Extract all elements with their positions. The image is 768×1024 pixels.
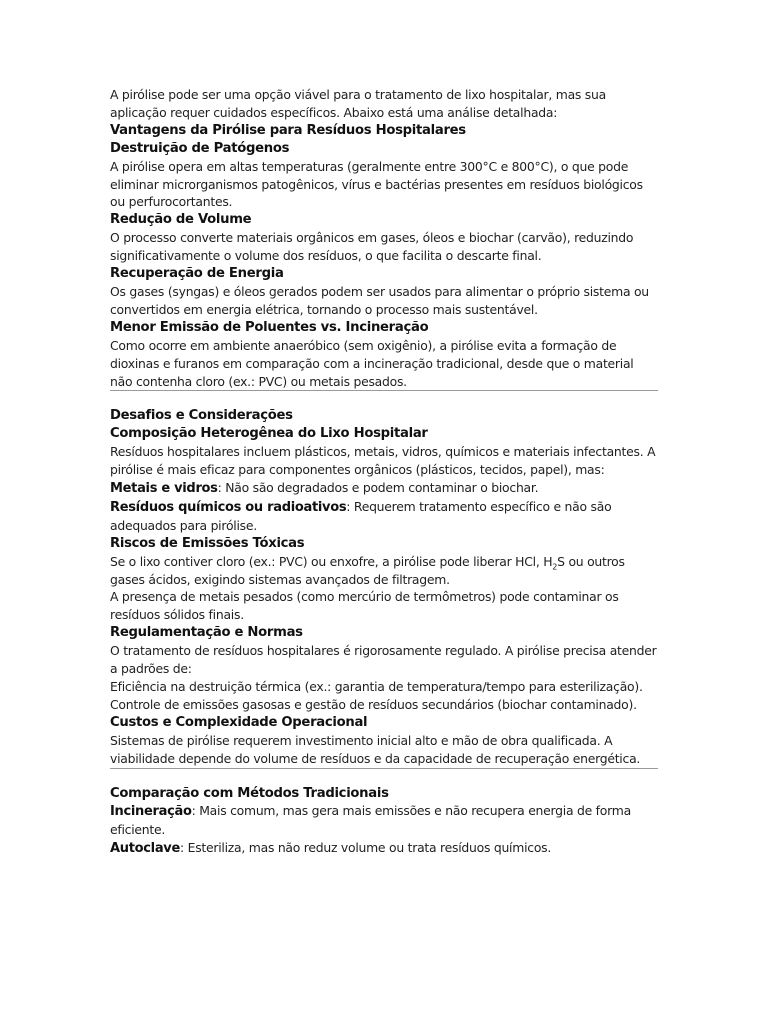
paragraph-thermal-efficiency: Eficiência na destruição térmica (ex.: garantia de temperatura/tempo para esterilização). <box>110 679 643 694</box>
document-body <box>110 86 658 858</box>
text-metals-glass: : Não são degradados e podem contaminar o biochar. <box>217 480 539 496</box>
label-autoclave: Autoclave <box>110 841 180 857</box>
paragraph-energy-recovery: Os gases (syngas) e óleos gerados podem ser usados para alimentar o próprio sistema ou convertidos em energia elétrica, tornando o processo mais sustentável. <box>110 283 649 317</box>
heading-pathogen-destruction: Destruição de Patógenos <box>110 140 290 156</box>
paragraph-costs: Sistemas de pirólise requerem investimento inicial alto e mão de obra qualificada. A viabilidade depende do volume de resíduos e da capacidade de recuperação energética. <box>110 732 641 766</box>
heading-costs: Custos e Complexidade Operacional <box>110 714 368 730</box>
label-incineration: Incineração <box>110 804 192 820</box>
section-title-challenges: Desafios e Considerações <box>110 408 293 424</box>
text-incineration: : Mais comum, mas gera mais emissões e não recupera energia de forma eficiente. <box>110 803 631 838</box>
paragraph-volume-reduction: O processo converte materiais orgânicos em gases, óleos e biochar (carvão), reduzindo significativamente o volume dos resíduos, o que facilita o descarte final. <box>110 230 634 264</box>
text-autoclave: : Esteriliza, mas não reduz volume ou trata resíduos químicos. <box>180 840 552 856</box>
heading-lower-emissions: Menor Emissão de Poluentes vs. Incineração <box>110 319 429 335</box>
paragraph-pathogen-destruction: A pirólise opera em altas temperaturas (geralmente entre 300°C e 800°C), o que pode eliminar microrganismos patogênicos, vírus e bactérias presentes em resíduos biológicos ou perfurocortantes. <box>110 158 643 210</box>
heading-regulation: Regulamentação e Normas <box>110 625 303 641</box>
text-toxic-emissions-a: Se o lixo contiver cloro (ex.: PVC) ou enxofre, a pirólise pode liberar HCl, H <box>110 553 553 569</box>
paragraph-lower-emissions: Como ocorre em ambiente anaeróbico (sem oxigênio), a pirólise evita a formação de dioxinas e furanos em comparação com a incineração tradicional, desde que o material não contenha cloro (ex.: PVC) ou metais pesados. <box>110 337 634 389</box>
label-chemical-waste: Resíduos químicos ou radioativos <box>110 499 347 515</box>
paragraph-metals-glass <box>110 479 658 498</box>
horizontal-divider <box>110 390 658 391</box>
paragraph-incineration <box>110 802 658 839</box>
heading-toxic-emissions: Riscos de Emissões Tóxicas <box>110 535 305 551</box>
text-toxic-emissions-b: S ou outros gases ácidos, exigindo sistemas avançados de filtragem. <box>110 553 625 587</box>
paragraph-regulation: O tratamento de resíduos hospitalares é rigorosamente regulado. A pirólise precisa atender a padrões de: <box>110 643 657 677</box>
section-title-advantages: Vantagens da Pirólise para Resíduos Hospitalares <box>110 122 466 138</box>
paragraph-toxic-emissions <box>110 553 658 589</box>
paragraph-heterogeneous-composition: Resíduos hospitalares incluem plásticos, metais, vidros, químicos e materiais infectantes. A pirólise é mais eficaz para componentes orgânicos (plásticos, tecidos, papel), mas: <box>110 444 656 478</box>
heading-volume-reduction: Redução de Volume <box>110 212 252 228</box>
paragraph-heavy-metals: A presença de metais pesados (como mercúrio de termômetros) pode contaminar os resíduos sólidos finais. <box>110 589 619 623</box>
horizontal-divider <box>110 768 658 769</box>
heading-energy-recovery: Recuperação de Energia <box>110 266 284 282</box>
paragraph-emission-control: Controle de emissões gasosas e gestão de resíduos secundários (biochar contaminado). <box>110 696 637 712</box>
text-chemical-waste: : Requerem tratamento específico e não são adequados para pirólise. <box>110 498 612 533</box>
label-metals-glass: Metais e vidros <box>110 481 218 497</box>
subscript-two: 2 <box>552 562 558 572</box>
section-title-comparison: Comparação com Métodos Tradicionais <box>110 785 389 801</box>
paragraph-autoclave <box>110 839 658 858</box>
paragraph-chemical-waste <box>110 498 658 535</box>
heading-heterogeneous-composition: Composição Heterogênea do Lixo Hospitalar <box>110 426 428 442</box>
intro-paragraph: A pirólise pode ser uma opção viável para o tratamento de lixo hospitalar, mas sua aplicação requer cuidados específicos. Abaixo está uma análise detalhada: <box>110 87 606 120</box>
